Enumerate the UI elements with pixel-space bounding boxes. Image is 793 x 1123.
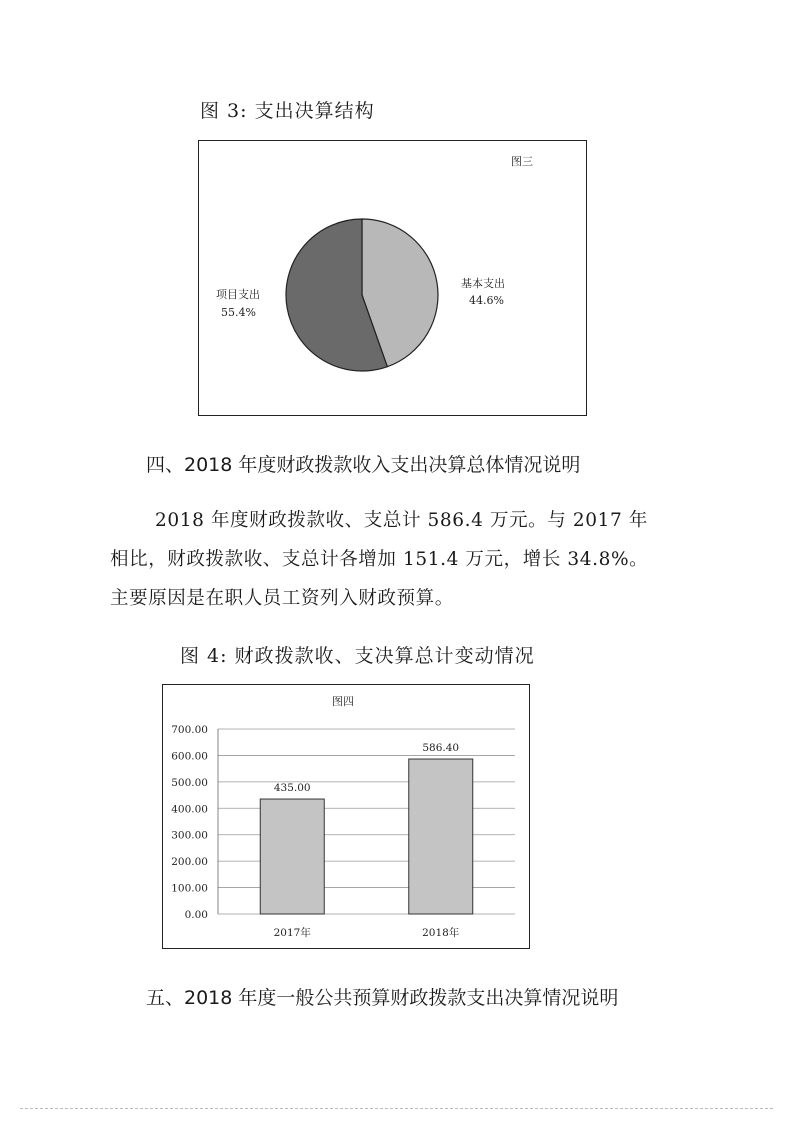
section4-paragraph-line-2: 相比，财政拨款收、支总计各增加 151.4 万元，增长 34.8%。	[110, 549, 649, 570]
bar-value-label: 435.00	[273, 782, 311, 795]
bar-chart	[163, 685, 528, 947]
bar-ytick-label: 300.00	[171, 829, 208, 842]
bar-ytick-label: 400.00	[171, 803, 208, 816]
pie-chart-title: 图三	[511, 155, 533, 168]
bar-chart-title: 图四	[332, 695, 354, 708]
bar-ytick-label: 200.00	[171, 856, 208, 869]
figure3-chart-frame	[198, 140, 587, 416]
section4-paragraph-line-3: 主要原因是在职人员工资列入财政预算。	[110, 588, 454, 609]
bar-2018年	[409, 759, 473, 914]
pie-value-project: 55.4%	[221, 306, 256, 319]
figure4-caption: 图 4: 财政拨款收、支决算总计变动情况	[180, 645, 535, 667]
pie-label-basic: 基本支出	[461, 277, 505, 290]
section4-paragraph-line-1: 2018 年度财政拨款收、支总计 586.4 万元。与 2017 年	[155, 510, 648, 531]
bar-ytick-label: 700.00	[171, 724, 208, 736]
figure3-caption: 图 3: 支出决算结构	[200, 100, 375, 122]
section5-heading: 五、2018 年度一般公共预算财政拨款支出决算情况说明	[146, 987, 619, 1009]
bar-ytick-label: 500.00	[171, 776, 208, 789]
bar-ytick-label: 600.00	[171, 750, 208, 763]
bar-value-label: 586.40	[422, 742, 460, 755]
page-bottom-divider	[20, 1108, 773, 1109]
bar-xtick-label: 2017年	[273, 927, 311, 939]
section4-heading: 四、2018 年度财政拨款收入支出决算总体情况说明	[146, 454, 581, 476]
bar-xtick-label: 2018年	[422, 927, 460, 939]
pie-value-basic: 44.6%	[469, 294, 504, 307]
pie-label-project: 项目支出	[216, 288, 260, 301]
bar-2017年	[260, 799, 324, 914]
pie-chart	[199, 141, 585, 414]
bar-ytick-label: 100.00	[171, 882, 208, 895]
figure4-chart-frame	[162, 684, 530, 949]
bar-ytick-label: 0.00	[184, 909, 208, 921]
